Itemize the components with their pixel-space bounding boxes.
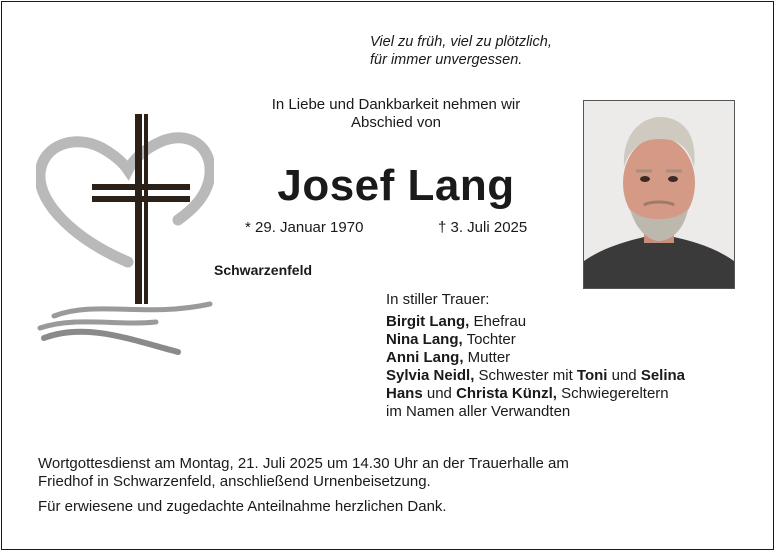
mourner-relation: Tochter bbox=[462, 331, 516, 348]
mourner-relation: Schwiegereltern bbox=[556, 385, 669, 402]
mourner-row bbox=[386, 331, 685, 349]
mourner-relation: Mutter bbox=[463, 349, 511, 366]
intro-line-2: Abschied von bbox=[350, 114, 442, 131]
hometown: Schwarzenfeld bbox=[214, 262, 313, 278]
cross-heart-emblem bbox=[36, 112, 214, 358]
mourners-heading: In stiller Trauer: bbox=[386, 291, 490, 308]
service-line-2: Friedhof in Schwarzenfeld, anschließend Urnenbeisetzung. bbox=[38, 473, 431, 490]
motto-line-1: Viel zu früh, viel zu plötzlich, bbox=[370, 34, 552, 50]
wave-2 bbox=[40, 322, 156, 328]
mourner-text: und bbox=[607, 367, 641, 384]
mourner-row bbox=[386, 349, 685, 367]
death-date: † 3. Juli 2025 bbox=[438, 219, 528, 236]
mourner-relation: Ehefrau bbox=[469, 313, 527, 330]
cross-vertical bbox=[135, 114, 142, 304]
wave-3 bbox=[44, 332, 178, 352]
service-line-1: Wortgottesdienst am Montag, 21. Juli 2025 um 14.30 Uhr an der Trauerhalle am bbox=[38, 455, 569, 472]
mourner-row-sylvia bbox=[386, 367, 685, 385]
mourner-name: Christa Künzl, bbox=[456, 385, 557, 402]
mourners-list bbox=[386, 291, 685, 421]
mourner-name: Nina Lang, bbox=[386, 331, 463, 348]
intro-line-1: In Liebe und Dankbarkeit nehmen wir bbox=[271, 96, 521, 113]
birth-date: * 29. Januar 1970 bbox=[245, 219, 364, 236]
cross-vertical-shadow bbox=[144, 114, 148, 304]
deceased-name: Josef Lang bbox=[277, 161, 515, 210]
cross-horizontal-bottom bbox=[92, 196, 190, 202]
mourners-closing: im Namen aller Verwandten bbox=[386, 403, 571, 420]
thanks-line: Für erwiesene und zugedachte Anteilnahme herzlichen Dank. bbox=[38, 498, 447, 515]
motto-line-2: für immer unvergessen. bbox=[370, 52, 523, 68]
mourner-text: Schwester mit bbox=[474, 367, 577, 384]
mourner-name: Selina bbox=[640, 367, 686, 384]
portrait-photo bbox=[583, 100, 735, 289]
mourner-row-hans bbox=[386, 385, 685, 403]
cross-horizontal-top bbox=[92, 184, 190, 190]
intro-text bbox=[240, 96, 552, 132]
mourner-name: Birgit Lang, bbox=[386, 313, 470, 330]
wave-1 bbox=[54, 304, 210, 316]
mourner-name: Sylvia Neidl, bbox=[386, 367, 475, 384]
mourner-text: und bbox=[422, 385, 457, 402]
service-info bbox=[38, 455, 569, 491]
mourner-name: Toni bbox=[576, 367, 608, 384]
motto bbox=[370, 33, 552, 69]
portrait-image bbox=[584, 101, 734, 288]
mourner-row bbox=[386, 313, 685, 331]
mourner-name: Anni Lang, bbox=[386, 349, 464, 366]
mourner-name: Hans bbox=[386, 385, 423, 402]
